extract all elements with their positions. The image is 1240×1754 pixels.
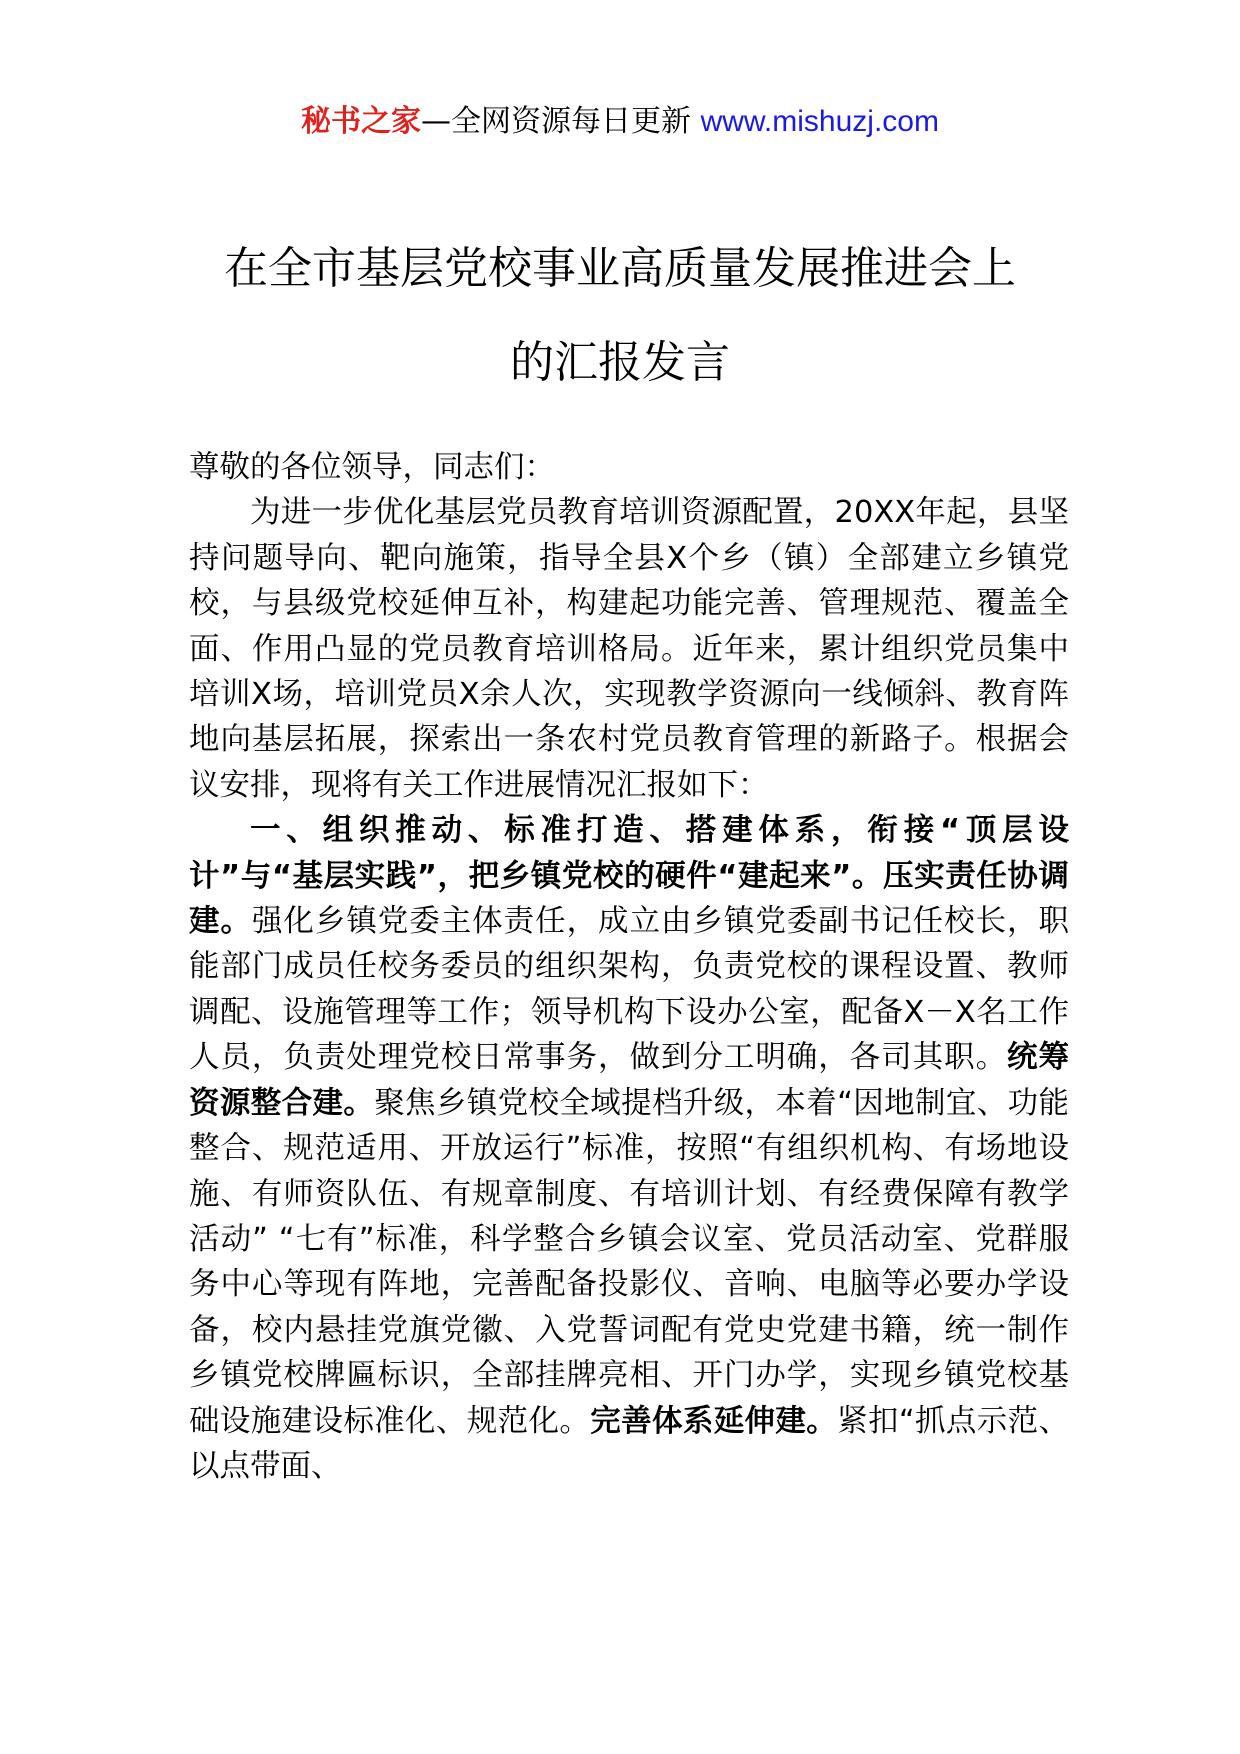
subsection-1-title: 压实责任协调建。 — [189, 858, 1069, 940]
paragraph-intro: 为进一步优化基层党员教育培训资源配置，20XX年起，县坚持问题导向、靶向施策，指导全县X个乡（镇）全部建立乡镇党校，与县级党校延伸互补，构建起功能完善、管理规范、覆盖全面、作用凸显的党员教育培训格局。近年来，累计组织党员集中培训X场，培训党员X余人次，实现教学资源向一线倾斜、教育阵地向基层拓展，探索出一条农村党员教育管理的新路子。根据会议安排，现将有关工作进展情况汇报如下： — [189, 495, 1069, 803]
document-title-line-1: 在全市基层党校事业高质量发展推进会上 — [224, 243, 1016, 294]
header-tagline: —全网资源每日更新 — [421, 104, 701, 139]
salutation: 尊敬的各位领导，同志们： — [189, 450, 555, 485]
document-body — [189, 445, 1069, 1489]
paragraph-section-1 — [189, 808, 1069, 1489]
subsection-3-text: 紧扣“抓点示范、以点带面、 — [189, 1403, 1070, 1484]
subsection-3-title: 完善体系延伸建。 — [590, 1403, 838, 1439]
site-url[interactable]: www.mishuzj.com — [700, 105, 939, 138]
brand-name: 秘书之家 — [301, 104, 422, 139]
subsection-1-text: 强化乡镇党委主体责任，成立由乡镇党委副书记任校长，职能部门成员任校务委员的组织架构，负责党校的课程设置、教师调配、设施管理等工作；领导机构下设办公室，配备X－X名工作人员，负责处理党校日常事务，做到分工明确，各司其职。 — [189, 904, 1070, 1076]
section-1-heading: 一、组织推动、标准打造、搭建体系，衔接“顶层设计”与“基层实践”，把乡镇党校的硬件“建起来”。 — [189, 813, 1069, 894]
page-header — [0, 100, 1240, 144]
subsection-2-title: 统筹资源整合建。 — [189, 1040, 1070, 1121]
subsection-2-text: 聚焦乡镇党校全域提档升级，本着“因地制宜、功能整合、规范适用、开放运行”标准，按照“有组织机构、有场地设施、有师资队伍、有规章制度、有培训计划、有经费保障有教学活动” “七有”标准，科学整合乡镇会议室、党员活动室、党群服务中心等现有阵地，完善配备投影仪、音响、电脑等必要办学设备，校内悬挂党旗党徽、入党誓词配有党史党建书籍，统一制作乡镇党校牌匾标识，全部挂牌亮相、开门办学，实现乡镇党校基础设施建设标准化、规范化。 — [189, 1085, 1069, 1439]
document-title-line-2: 的汇报发言 — [510, 337, 730, 388]
